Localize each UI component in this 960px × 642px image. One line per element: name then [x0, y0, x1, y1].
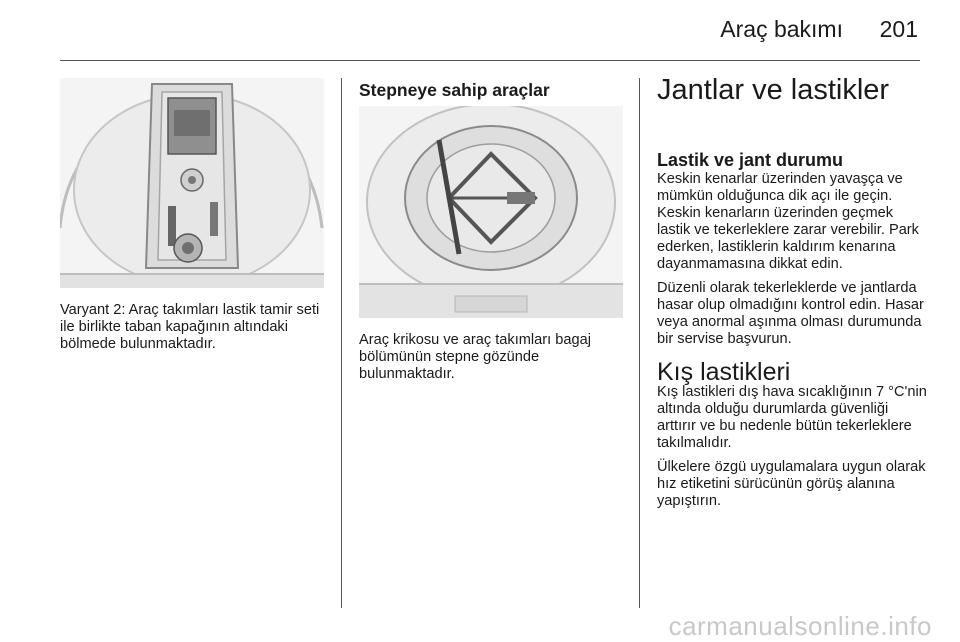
repair-kit-illustration: [60, 78, 324, 288]
section-heading-tyre-condition: Lastik ve jant durumu: [657, 150, 844, 170]
page-header: [0, 0, 960, 62]
figure-spare-wheel-jack: [359, 106, 623, 318]
section-heading-winter-tyres: Kış lastikleri: [657, 358, 791, 386]
paragraph: Ülkelere özgü uygulamalara uygun olarak hız etiketini sürücünün görüş alanına yapıştırın.: [657, 459, 926, 509]
spare-wheel-heading: Stepneye sahip araçlar: [359, 80, 550, 100]
page-number: 201: [879, 16, 918, 42]
section-title: Araç bakımı: [720, 16, 843, 42]
figure-1-caption-column: [60, 302, 326, 360]
paragraph: Düzenli olarak tekerleklerde ve jantlarda hasar olup olmadığını kontrol edin. Hasar veya anormal aşınma olması durumunda bir servise başvurun.: [657, 280, 924, 347]
figure-repair-kit-compartment: [60, 78, 324, 288]
paragraph: Kış lastikleri dış hava sıcaklığının 7 °C'nin altında olduğu durumlarda güvenliği arttırır ve bu nedenle bütün tekerleklere takılmalıdır.: [657, 384, 927, 451]
watermark: carmanualsonline.info: [668, 611, 932, 641]
column-divider-2: [639, 78, 640, 608]
wheels-tyres-column: [657, 152, 927, 517]
figure-2-caption-column: [359, 332, 627, 390]
spare-wheel-illustration: [359, 106, 623, 318]
figure-2-caption: Araç krikosu ve araç takımları bagaj bölümünün stepne gözünde bulunmaktadır.: [359, 332, 591, 382]
column-divider-1: [341, 78, 342, 608]
paragraph: Keskin kenarlar üzerinden yavaşça ve mümkün olduğunca dik açı ile geçin. Keskin kenarların üzerinden geçmek lastik ve tekerleklere zarar verebilir. Park ederken, lastiklerin kaldırım kenarına dayanmamasına dikkat edin.: [657, 171, 919, 272]
header-rule: [60, 60, 920, 61]
chapter-heading: Jantlar ve lastikler: [657, 74, 890, 106]
figure-1-caption: Varyant 2: Araç takımları lastik tamir seti ile birlikte taban kapağının altındaki bölmede bulunmaktadır.: [60, 302, 320, 352]
